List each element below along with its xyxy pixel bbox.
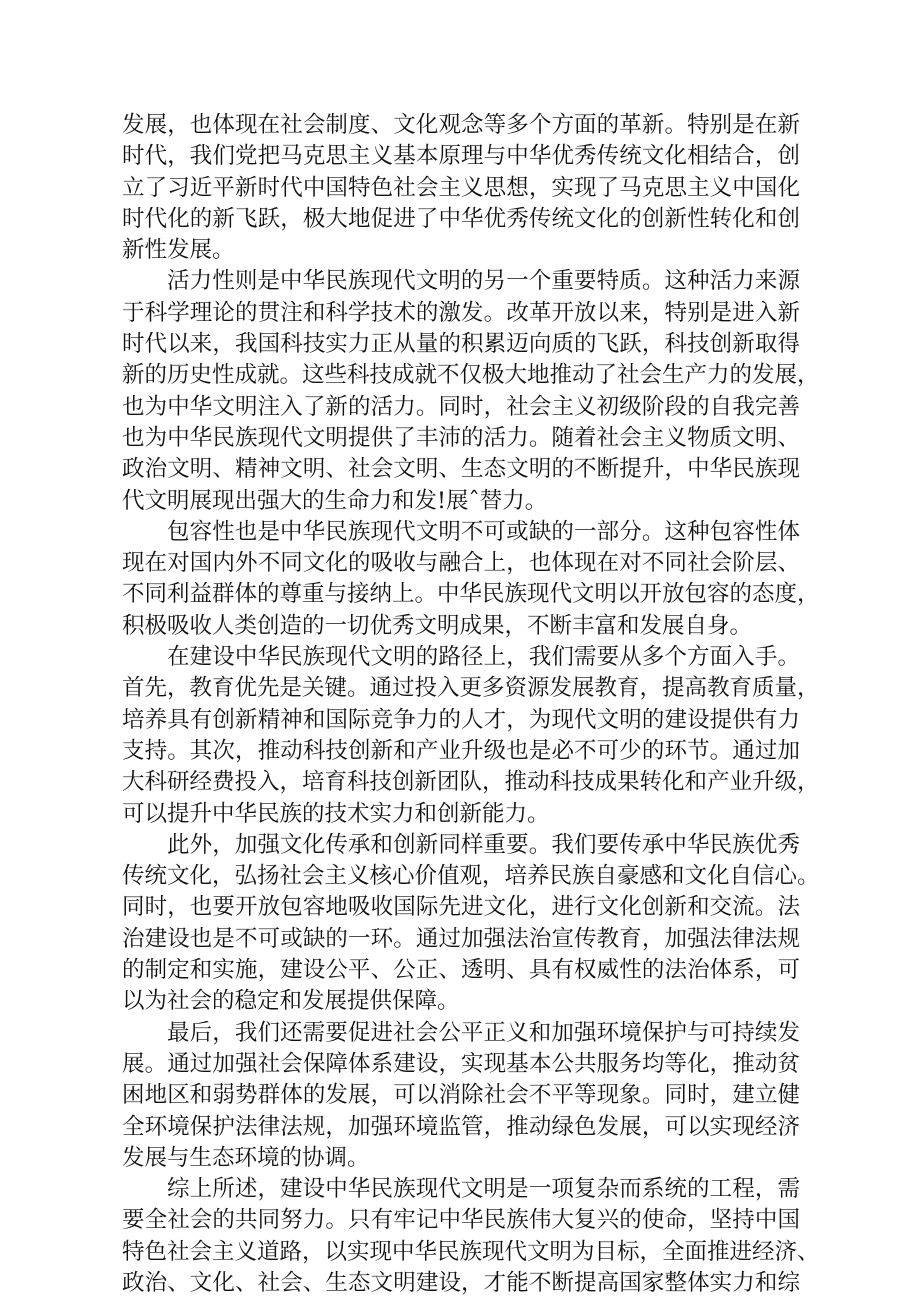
text-line: 综上所述，建设中华民族现代文明是一项复杂而系统的工程，需 [167, 1176, 800, 1203]
text-line: 时代化的新飞跃，极大地促进了中华优秀传统文化的创新性转化和创 [122, 205, 800, 232]
text-line: 特色社会主义道路，以实现中华民族现代文明为目标，全面推进经济、 [122, 1238, 820, 1265]
text-line: 现在对国内外不同文化的吸收与融合上，也体现在对不同社会阶层、 [122, 550, 800, 577]
text-line: 新的历史性成就。这些科技成就不仅极大地推动了社会生产力的发展， [122, 362, 820, 389]
text-line: 要全社会的共同努力。只有牢记中华民族伟大复兴的使命，坚持中国 [122, 1207, 800, 1234]
text-line: 困地区和弱势群体的发展，可以消除社会不平等现象。同时，建立健 [122, 1082, 800, 1109]
text-line: 可以提升中华民族的技术实力和创新能力。 [122, 800, 550, 827]
text-line: 政治文明、精神文明、社会文明、生态文明的不断提升，中华民族现 [122, 456, 800, 483]
text-line: 发展，也体现在社会制度、文化观念等多个方面的革新。特别是在新 [122, 112, 800, 138]
text-line: 包容性也是中华民族现代文明不可或缺的一部分。这种包容性体 [167, 518, 800, 545]
text-line: 于科学理论的贯注和科学技术的激发。改革开放以来，特别是进入新 [122, 299, 800, 326]
text-line: 新性发展。 [122, 237, 235, 264]
paragraph [122, 517, 820, 642]
text-line: 展。通过加强社会保障体系建设，实现基本公共服务均等化，推动贫 [122, 1050, 800, 1077]
text-line: 立了习近平新时代中国特色社会主义思想，实现了马克思主义中国化 [122, 174, 800, 201]
paragraph [122, 1018, 800, 1174]
text-line: 以为社会的稳定和发展提供保障。 [122, 988, 460, 1015]
text-line: 此外，加强文化传承和创新同样重要。我们要传承中华民族优秀 [167, 831, 800, 858]
paragraph [122, 830, 820, 1018]
paragraph [122, 266, 820, 516]
text-line: 的制定和实施，建设公平、公正、透明、具有权威性的法治体系，可 [122, 957, 800, 984]
text-line: 支持。其次，推动科技创新和产业升级也是必不可少的环节。通过加 [122, 737, 800, 764]
paragraph [122, 110, 800, 266]
text-line: 在建设中华民族现代文明的路径上，我们需要从多个方面入手。 [167, 644, 800, 671]
text-line: 同时，也要开放包容地吸收国际先进文化，进行文化创新和交流。法 [122, 894, 800, 921]
text-line: 政治、文化、社会、生态文明建设，才能不断提高国家整体实力和综 [122, 1269, 800, 1296]
text-line: 代文明展现出强大的生命力和发!展ˆ替力。 [122, 487, 548, 514]
document-body [122, 110, 820, 1299]
text-line: 传统文化，弘扬社会主义核心价值观，培养民族自豪感和文化自信心。 [122, 863, 820, 890]
text-line: 活力性则是中华民族现代文明的另一个重要特质。这种活力来源 [167, 268, 800, 295]
text-line: 全环境保护法律法规，加强环境监管，推动绿色发展，可以实现经济 [122, 1113, 800, 1140]
text-line: 首先，教育优先是关键。通过投入更多资源发展教育，提高教育质量， [122, 675, 820, 702]
text-line: 不同利益群体的尊重与接纳上。中华民族现代文明以开放包容的态度， [122, 581, 820, 608]
text-line: 大科研经费投入，培育科技创新团队，推动科技成果转化和产业升级， [122, 769, 820, 796]
paragraph [122, 1174, 820, 1299]
text-line: 培养具有创新精神和国际竞争力的人才，为现代文明的建设提供有力 [122, 706, 800, 733]
paragraph [122, 642, 820, 830]
text-line: 时代以来，我国科技实力正从量的积累迈向质的飞跃，科技创新取得 [122, 331, 800, 358]
text-line: 也为中华文明注入了新的活力。同时，社会主义初级阶段的自我完善 [122, 393, 800, 420]
text-line: 时代，我们党把马克思主义基本原理与中华优秀传统文化相结合，创 [122, 143, 800, 170]
text-line: 发展与生态环境的协调。 [122, 1144, 370, 1171]
text-line: 最后，我们还需要促进社会公平正义和加强环境保护与可持续发 [167, 1019, 800, 1046]
text-line: 也为中华民族现代文明提供了丰沛的活力。随着社会主义物质文明、 [122, 424, 800, 451]
text-line: 积极吸收人类创造的一切优秀文明成果，不断丰富和发展自身。 [122, 612, 753, 639]
text-line: 治建设也是不可或缺的一环。通过加强法治宣传教育，加强法律法规 [122, 925, 800, 952]
